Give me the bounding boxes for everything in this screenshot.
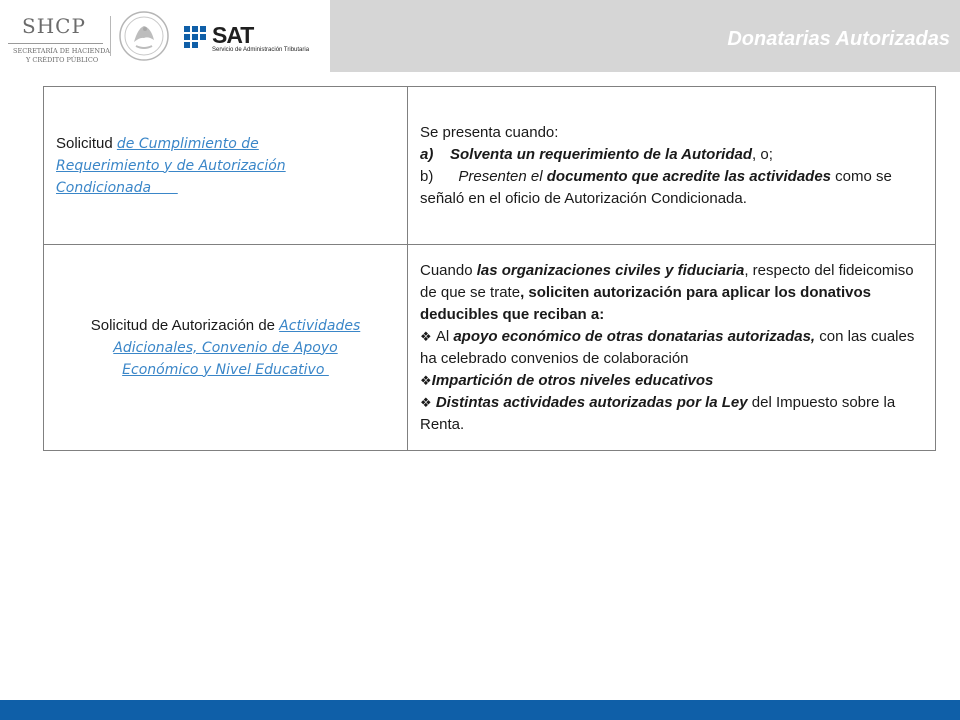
diamond-bullet-icon: ❖	[420, 372, 432, 388]
row1-item-b	[420, 166, 925, 210]
row1-title-cell	[44, 87, 408, 245]
row2-intro-part3: , respecto del fideicomiso de que se trate	[420, 261, 914, 301]
row1-item-a-label: a)	[420, 145, 434, 163]
table-row	[44, 87, 936, 245]
row2-bullet-2-bold: Impartición de otros niveles educativos	[431, 371, 714, 389]
page-title: Donatarias Autorizadas	[727, 28, 950, 50]
row1-item-b-italic: Presenten el	[458, 167, 547, 185]
shcp-logo	[8, 14, 110, 64]
diamond-bullet-icon: ❖	[420, 328, 432, 344]
row2-bullet-1	[420, 326, 925, 370]
shcp-subtitle-1: SECRETARÍA DE HACIENDA	[13, 47, 110, 55]
row1-item-b-label: b)	[420, 167, 434, 185]
sat-wordmark: SAT	[212, 22, 254, 48]
row1-intro: Se presenta cuando:	[420, 123, 559, 141]
row2-description-cell	[408, 245, 936, 451]
row2-link-2[interactable]: Adicionales, Convenio de Apoyo	[113, 339, 338, 356]
diamond-bullet-icon: ❖	[420, 394, 432, 410]
row2-title-cell	[44, 245, 408, 451]
row1-link-2[interactable]: Requerimiento y de Autorización	[56, 157, 286, 174]
row1-link-1[interactable]: de Cumplimiento de	[116, 135, 259, 152]
procedures-table	[43, 86, 936, 451]
logo-separator	[110, 16, 111, 56]
row2-prefix: Solicitud de Autorización de	[90, 316, 280, 334]
row2-bullet-2	[420, 370, 925, 392]
row1-link-3[interactable]: Condicionada	[56, 179, 178, 196]
row2-bullet-3	[420, 392, 925, 436]
row2-intro-part4: , soliciten autorización para aplicar los donativos deducibles que reciban a:	[420, 283, 872, 323]
row2-intro	[420, 260, 925, 326]
row1-item-a	[420, 144, 925, 166]
row2-bullet-1-bold: apoyo económico de otras donatarias autorizadas,	[453, 327, 816, 345]
row2-intro-part1: Cuando	[420, 261, 477, 279]
row2-bullet-3-bold: Distintas actividades autorizadas por la Ley	[435, 393, 748, 411]
row2-bullet-1-plain: Al	[435, 327, 454, 345]
table-row	[44, 245, 936, 451]
shcp-wordmark: SHCP	[22, 14, 86, 38]
row2-link-3[interactable]: Económico y Nivel Educativo	[122, 361, 329, 378]
row2-bullet-1-tail: con las cuales ha celebrado convenios de colaboración	[420, 327, 915, 367]
row1-item-b-bold: documento que acredite las actividades	[546, 167, 832, 185]
mexico-seal-icon	[118, 10, 170, 62]
row2-bullet-3-tail: del Impuesto sobre la Renta.	[420, 393, 896, 433]
sat-logo	[182, 20, 327, 56]
row1-item-a-bold: Solventa un requerimiento de la Autoridad	[450, 145, 753, 163]
header-logos	[0, 0, 330, 72]
header-banner	[330, 0, 960, 72]
row2-link-1[interactable]: Actividades	[279, 317, 361, 334]
row1-description-cell	[408, 87, 936, 245]
row1-item-b-tail: como se señaló en el oficio de Autorización Condicionada.	[420, 167, 892, 207]
row1-prefix: Solicitud	[56, 134, 117, 152]
row1-item-a-tail: , o;	[752, 145, 773, 163]
sat-subtitle: Servicio de Administración Tributaria	[212, 47, 310, 53]
sat-mark-icon	[182, 24, 209, 51]
footer-bar	[0, 700, 960, 720]
shcp-divider	[8, 43, 103, 44]
shcp-subtitle-2: Y CRÉDITO PÚBLICO	[26, 56, 99, 64]
row2-intro-part2: las organizaciones civiles y fiduciaria	[476, 261, 745, 279]
